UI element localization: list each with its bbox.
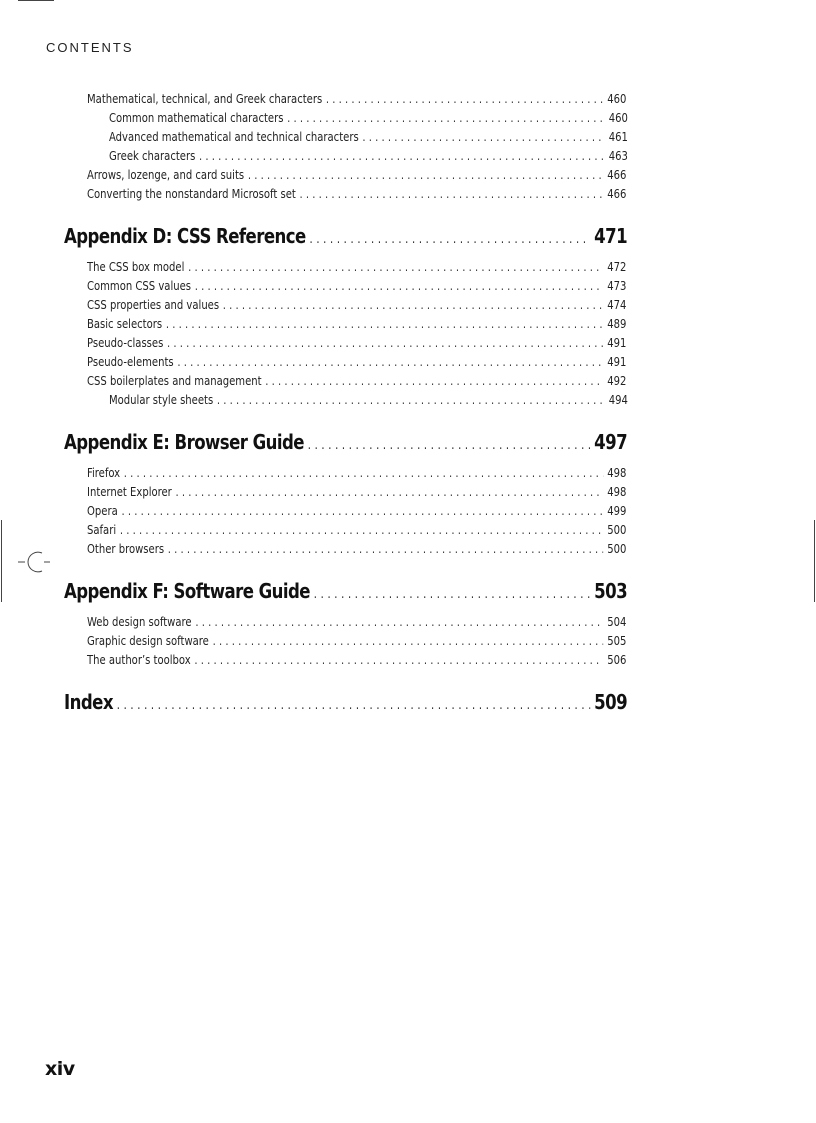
toc-heading-label: Index [64,690,113,714]
toc-entry[interactable] [87,279,626,293]
leader-dots [195,279,604,293]
toc-heading-label: Appendix F: Software Guide [64,579,310,603]
toc-entry-page: 461 [608,130,628,144]
leader-dots [223,298,604,312]
toc-entry-label: Firefox [87,466,121,480]
page-number: xiv [45,1058,75,1080]
toc-entry-label: Converting the nonstandard Microsoft set [87,187,296,201]
toc-appendix-heading[interactable] [64,430,627,454]
toc-entry-page: 473 [607,279,627,293]
toc-entry-label: Pseudo-classes [87,336,164,350]
toc-entry-label: Arrows, lozenge, and card suits [87,168,245,182]
leader-dots [167,336,603,350]
leader-dots [248,168,604,182]
leader-dots [177,355,603,369]
toc-entry[interactable] [109,393,628,407]
toc-entry-page: 489 [607,317,627,331]
toc-entry-page: 460 [607,92,627,106]
toc-entry[interactable] [109,130,628,144]
toc-entry-page: 474 [607,298,627,312]
toc-entry-page: 500 [607,523,627,537]
leader-dots [314,587,591,602]
toc-entry[interactable] [87,504,626,518]
toc-entry-label: The CSS box model [87,260,185,274]
leader-dots [287,111,605,125]
toc-heading-page: 497 [594,430,628,454]
toc-entry-label: The author’s toolbox [87,653,191,667]
toc-entry-page: 505 [607,634,627,648]
toc-entry-page: 500 [607,542,627,556]
toc-entry[interactable] [87,374,626,388]
toc-entry-page: 506 [607,653,627,667]
toc-entry-page: 498 [607,485,627,499]
toc-entry-page: 472 [607,260,627,274]
leader-dots [362,130,605,144]
leader-dots [117,698,591,713]
toc-entry-label: Internet Explorer [87,485,172,499]
leader-dots [199,149,605,163]
toc-heading-label: Appendix E: Browser Guide [64,430,304,454]
toc-entry-label: CSS properties and values [87,298,220,312]
toc-heading-page: 503 [594,579,628,603]
leader-dots [309,232,590,247]
running-head: CONTENTS [46,40,134,55]
toc-entry[interactable] [87,542,626,556]
toc-entry-page: 466 [607,168,627,182]
toc-index-heading[interactable] [64,690,627,714]
toc-heading-label: Appendix D: CSS Reference [64,224,306,248]
toc-entry-label: CSS boilerplates and management [87,374,262,388]
leader-dots [124,466,604,480]
toc-entry[interactable] [87,260,626,274]
toc-entry-page: 499 [607,504,627,518]
toc-entry[interactable] [87,485,626,499]
leader-dots [194,653,603,667]
leader-dots [217,393,605,407]
toc-entry[interactable] [87,298,626,312]
toc-entry[interactable] [109,149,628,163]
toc-entry-page: 498 [607,466,627,480]
leader-dots [168,542,604,556]
toc-entry-label: Pseudo-elements [87,355,174,369]
toc-entry[interactable] [87,466,626,480]
toc-entry-page: 491 [607,355,627,369]
toc-entry-label: Graphic design software [87,634,209,648]
toc-entry-label: Safari [87,523,117,537]
toc-entry-label: Basic selectors [87,317,163,331]
toc-entry[interactable] [87,187,626,201]
leader-dots [176,485,604,499]
toc-entry[interactable] [87,634,626,648]
leader-dots [308,438,591,453]
toc-entry-page: 492 [607,374,627,388]
toc-entry-page: 504 [607,615,627,629]
toc-entry[interactable] [87,355,626,369]
toc-entry-label: Greek characters [109,149,196,163]
toc-entry-page: 460 [608,111,628,125]
registration-mark-icon [18,548,50,576]
toc-heading-page: 509 [594,690,628,714]
toc-entry-page: 494 [608,393,628,407]
leader-dots [120,523,604,537]
leader-dots [300,187,604,201]
toc-entry[interactable] [87,317,626,331]
toc-entry-page: 463 [608,149,628,163]
toc-entry-label: Common mathematical characters [109,111,284,125]
leader-dots [166,317,604,331]
toc-entry-label: Modular style sheets [109,393,214,407]
toc-heading-page: 471 [594,224,628,248]
toc-entry[interactable] [87,168,626,182]
leader-dots [213,634,604,648]
toc-entry[interactable] [87,523,626,537]
toc-entry[interactable] [109,111,628,125]
leader-dots [188,260,603,274]
margin-rule-left [1,520,2,602]
leader-dots [326,92,604,106]
leader-dots [265,374,603,388]
toc-appendix-heading[interactable] [64,224,627,248]
toc-entry-page: 466 [607,187,627,201]
crop-mark-top [18,0,54,1]
margin-rule-right [814,520,815,602]
toc-entry[interactable] [87,92,626,106]
toc-entry[interactable] [87,653,626,667]
toc-entry-label: Web design software [87,615,192,629]
toc-entry-label: Advanced mathematical and technical characters [109,130,359,144]
toc-entry-page: 491 [607,336,627,350]
toc-entry-label: Mathematical, technical, and Greek characters [87,92,323,106]
toc-entry-label: Common CSS values [87,279,192,293]
toc-appendix-heading[interactable] [64,579,627,603]
toc-entry-label: Other browsers [87,542,165,556]
toc-entry[interactable] [87,336,626,350]
leader-dots [121,504,603,518]
toc-entry-label: Opera [87,504,118,518]
toc-entry[interactable] [87,615,626,629]
leader-dots [195,615,603,629]
